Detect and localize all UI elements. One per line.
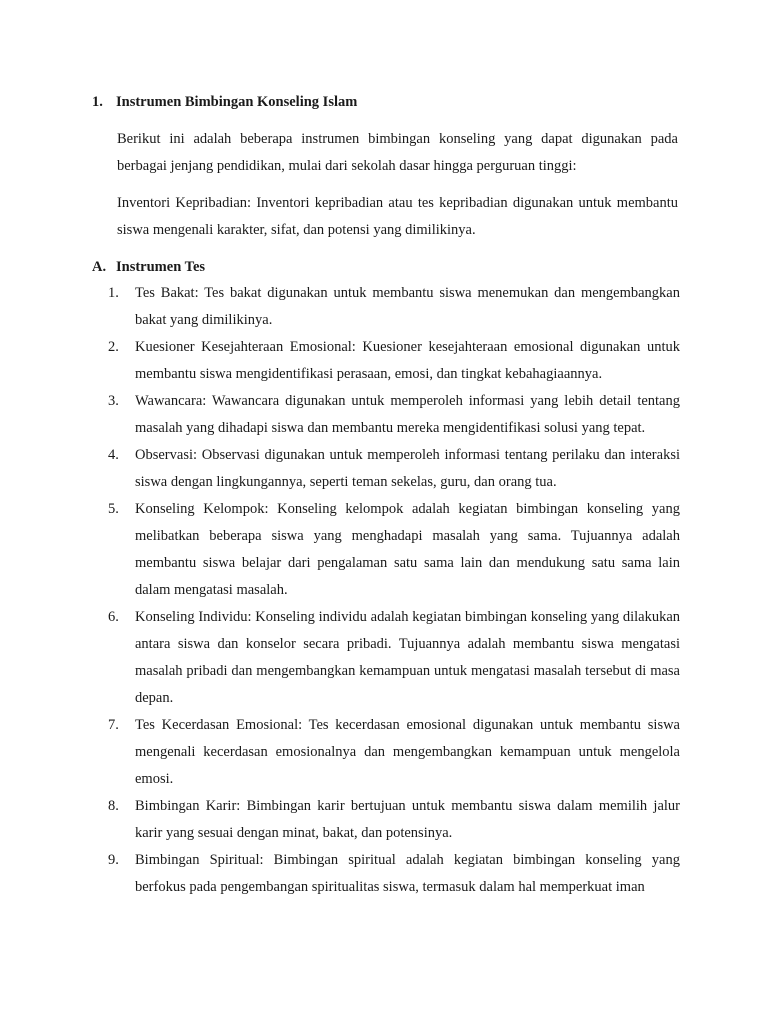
list-item bbox=[108, 847, 680, 901]
list-marker: 1. bbox=[108, 285, 119, 301]
list-item bbox=[108, 280, 680, 334]
list-item-text: Bimbingan Karir: Bimbingan karir bertujuan untuk membantu siswa dalam memilih jalur karir yang sesuai dengan minat, bakat, dan potensinya. bbox=[135, 798, 680, 841]
list-marker: 3. bbox=[108, 393, 119, 409]
list-item bbox=[108, 334, 680, 388]
list-item-text: Kuesioner Kesejahteraan Emosional: Kuesioner kesejahteraan emosional digunakan untuk membantu siswa mengidentifikasi perasaan, emosi, dan tingkat kebahagiaannya. bbox=[135, 339, 680, 382]
subsection-title: Instrumen Tes bbox=[116, 259, 206, 275]
list-marker: 4. bbox=[108, 447, 119, 463]
list-item-text: Observasi: Observasi digunakan untuk memperoleh informasi tentang perilaku dan interaksi siswa dengan lingkungannya, seperti teman sekelas, guru, dan orang tua. bbox=[135, 447, 680, 490]
list-marker: 7. bbox=[108, 717, 119, 733]
list-item bbox=[108, 793, 680, 847]
list-item-text: Tes Bakat: Tes bakat digunakan untuk membantu siswa menemukan dan mengembangkan bakat yang dimilikinya. bbox=[135, 285, 680, 328]
list-item-text: Bimbingan Spiritual: Bimbingan spiritual adalah kegiatan bimbingan konseling yang berfokus pada pengembangan spiritualitas siswa, termasuk dalam hal memperkuat iman bbox=[135, 852, 680, 895]
intro-paragraph: Berikut ini adalah beberapa instrumen bimbingan konseling yang dapat digunakan pada berbagai jenjang pendidikan, mulai dari sekolah dasar hingga perguruan tinggi: bbox=[117, 131, 678, 174]
section-number: 1. bbox=[92, 94, 103, 110]
list-marker: 8. bbox=[108, 798, 119, 814]
list-item bbox=[108, 496, 680, 604]
list-item bbox=[108, 712, 680, 793]
section-title: Instrumen Bimbingan Konseling Islam bbox=[116, 94, 358, 110]
section-heading bbox=[92, 92, 692, 112]
subsection-number: A. bbox=[92, 259, 107, 275]
list-item-text: Konseling Individu: Konseling individu adalah kegiatan bimbingan konseling yang dilakukan antara siswa dan konselor secara pribadi. Tujuannya adalah membantu siswa mengatasi masalah pribadi dan mengembangkan kemampuan untuk mengatasi masalah tersebut di masa depan. bbox=[135, 609, 680, 706]
subsection-heading bbox=[92, 257, 692, 277]
list-marker: 5. bbox=[108, 501, 119, 517]
list-item bbox=[108, 388, 680, 442]
inventory-paragraph: Inventori Kepribadian: Inventori kepribadian atau tes kepribadian digunakan untuk membantu siswa mengenali karakter, sifat, dan potensi yang dimilikinya. bbox=[117, 195, 678, 238]
list-marker: 6. bbox=[108, 609, 119, 625]
list-item-text: Tes Kecerdasan Emosional: Tes kecerdasan emosional digunakan untuk membantu siswa mengenali kecerdasan emosionalnya dan mengembangkan kemampuan untuk mengelola emosi. bbox=[135, 717, 680, 787]
list-item bbox=[108, 604, 680, 712]
instrument-list bbox=[108, 280, 680, 901]
list-item-text: Wawancara: Wawancara digunakan untuk memperoleh informasi yang lebih detail tentang masalah yang dihadapi siswa dan membantu mereka mengidentifikasi solusi yang tepat. bbox=[135, 393, 680, 436]
list-marker: 2. bbox=[108, 339, 119, 355]
list-item bbox=[108, 442, 680, 496]
list-item-text: Konseling Kelompok: Konseling kelompok adalah kegiatan bimbingan konseling yang melibatkan beberapa siswa yang menghadapi masalah yang sama. Tujuannya adalah membantu siswa belajar dari pengalaman satu sama lain dan mendukung satu sama lain dalam mengatasi masalah. bbox=[135, 501, 680, 598]
list-marker: 9. bbox=[108, 852, 119, 868]
